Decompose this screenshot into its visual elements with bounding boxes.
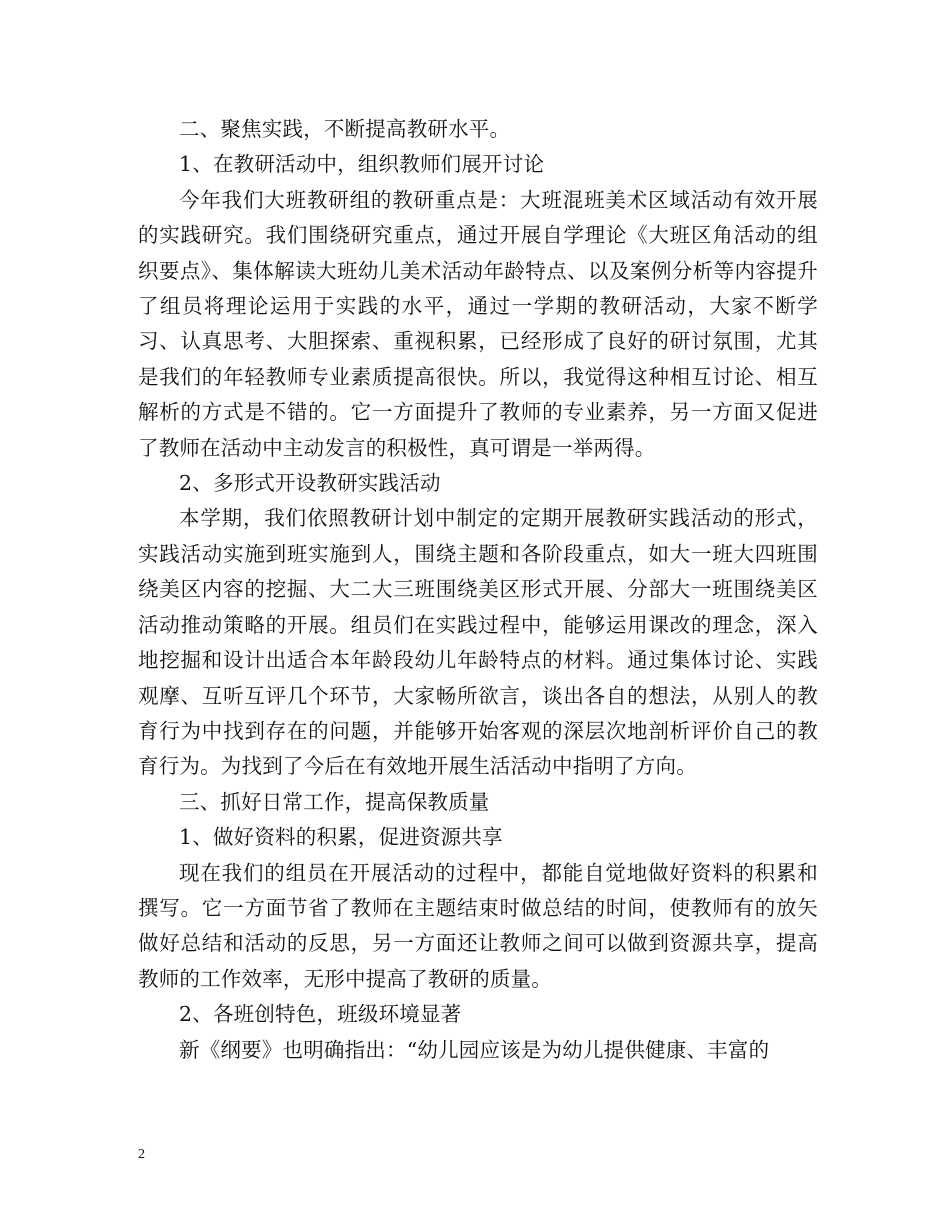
section-heading-3: 三、抓好日常工作，提高保教质量 <box>179 789 490 814</box>
section-heading-2: 二、聚焦实践，不断提高教研水平。 <box>179 117 511 141</box>
subheading-2-1: 1、在教研活动中，组织教师们展开讨论 <box>179 152 545 177</box>
subheading-3-2: 2、各班创特色，班级环境显著 <box>179 1002 462 1027</box>
subheading-2-2: 2、多形式开设教研实践活动 <box>179 471 441 496</box>
body-paragraph: 现在我们的组员在开展活动的过程中，都能自觉地做好资料的积累和撰写。它一方面节省了教师在主题结束时做总结的时间，使教师有的放矢做好总结和活动的反思，另一方面还让教师之间可以做到资源共享，提高教师的工作效率，无形中提高了教研的质量。 <box>138 860 818 991</box>
body-paragraph: 今年我们大班教研组的教研重点是：大班混班美术区域活动有效开展的实践研究。我们围绕研究重点，通过开展自学理论《大班区角活动的组织要点》、集体解读大班幼儿美术活动年龄特点、以及案例分析等内容提升了组员将理论运用于实践的水平，通过一学期的教研活动，大家不断学习、认真思考、大胆探索、重视积累，已经形成了良好的研讨氛围，尤其是我们的年轻教师专业素质提高很快。所以，我觉得这种相互讨论、相互解析的方式是不错的。它一方面提升了教师的专业素养，另一方面又促进了教师在活动中主动发言的积极性，真可谓是一举两得。 <box>138 187 818 460</box>
body-paragraph: 本学期，我们依照教研计划中制定的定期开展教研实践活动的形式，实践活动实施到班实施到人，围绕主题和各阶段重点，如大一班大四班围绕美区内容的挖掘、大二大三班围绕美区形式开展、分部大一班围绕美区活动推动策略的开展。组员们在实践过程中，能够运用课改的理念，深入地挖掘和设计出适合本年龄段幼儿年龄特点的材料。通过集体讨论、实践观摩、互听互评几个环节，大家畅所欲言，谈出各自的想法，从别人的教育行为中找到存在的问题，并能够开始客观的深层次地剖析评价自己的教育行为。为找到了今后在有效地开展生活活动中指明了方向。 <box>138 506 818 779</box>
page-number: 2 <box>138 1147 145 1162</box>
subheading-3-1: 1、做好资料的积累，促进资源共享 <box>179 825 503 850</box>
body-paragraph: 新《纲要》也明确指出：“幼儿园应该是为幼儿提供健康、丰富的 <box>179 1037 770 1062</box>
document-body <box>138 112 818 1068</box>
